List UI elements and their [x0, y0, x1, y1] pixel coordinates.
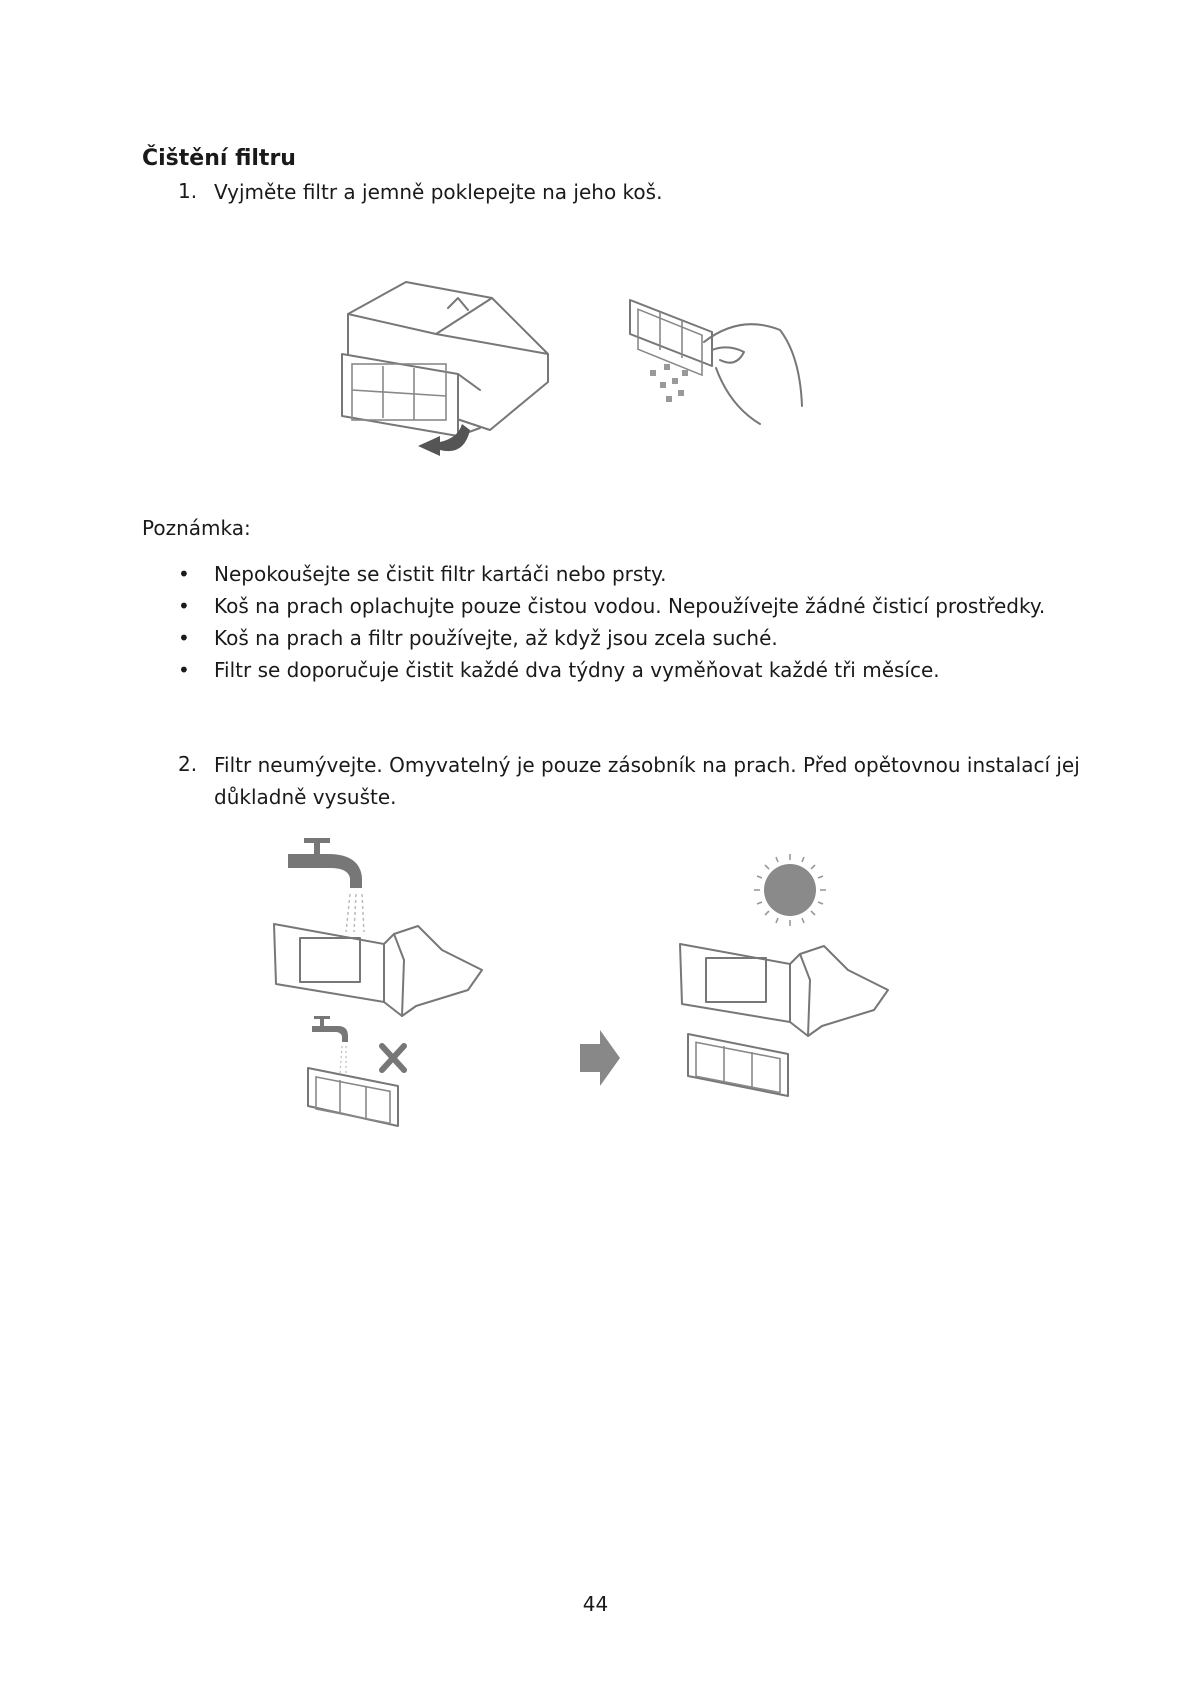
sun-icon	[754, 854, 826, 926]
page-number: 44	[582, 1592, 609, 1616]
section-heading: Čištění filtru	[142, 146, 296, 171]
filter-removal-illustration	[340, 278, 560, 478]
list-item: • Filtr se doporučuje čistit každé dva týdny a vyměňovat každé tři měsíce.	[178, 654, 1045, 686]
list-item: • Koš na prach oplachujte pouze čistou vodou. Nepoužívejte žádné čisticí prostředky.	[178, 590, 1045, 622]
step-2-number: 2.	[178, 752, 198, 776]
note-label: Poznámka:	[142, 516, 251, 540]
step-1-text: Vyjměte filtr a jemně poklepejte na jeho koš.	[214, 180, 663, 204]
step-2-text-line1: Filtr neumývejte. Omyvatelný je pouze zásobník na prach. Před opětovnou instalací jej	[214, 753, 1080, 777]
filter-tapping-illustration	[620, 296, 840, 436]
drying-illustration	[674, 848, 894, 1138]
list-item: • Nepokoušejte se čistit filtr kartáči nebo prsty.	[178, 558, 1045, 590]
washing-illustration	[270, 834, 490, 1134]
close-icon	[382, 1046, 404, 1070]
step-2-text-line2: důkladně vysušte.	[214, 785, 397, 809]
list-item: • Koš na prach a filtr používejte, až když jsou zcela suché.	[178, 622, 1045, 654]
arrow-right-icon	[578, 1028, 622, 1088]
notes-list	[178, 558, 1045, 686]
step-1-number: 1.	[178, 179, 198, 203]
